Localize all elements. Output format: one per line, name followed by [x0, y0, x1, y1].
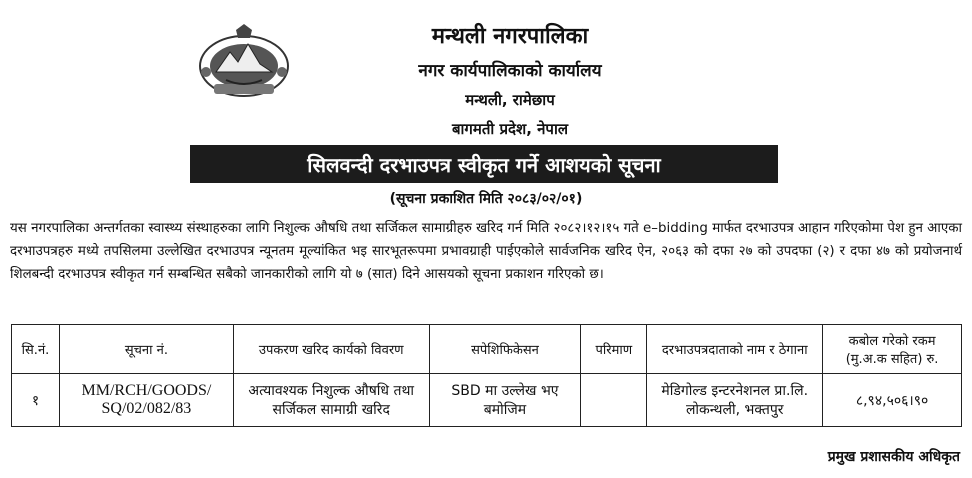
header-bidder: दरभाउपत्रदाताको नाम र ठेगाना — [647, 325, 823, 374]
table-row — [12, 374, 962, 427]
cell-quantity — [581, 374, 647, 427]
header-quantity: परिमाण — [581, 325, 647, 374]
nepal-emblem-icon — [196, 22, 292, 102]
notice-title: सिलवन्दी दरभाउपत्र स्वीकृत गर्ने आशयको सूचना — [307, 152, 661, 177]
signatory-title: प्रमुख प्रशासकीय अधिकृत — [827, 449, 960, 465]
notice-title-banner — [190, 145, 778, 183]
cell-sn: १ — [12, 374, 60, 427]
publication-date: (सूचना प्रकाशित मिति २०८३/०२/०१) — [389, 191, 583, 207]
notice-body: यस नगरपालिका अन्तर्गतका स्वास्थ्य संस्थाहरुका लागि निशुल्क औषधि तथा सर्जिकल सामाग्रीहरु खरिद गर्न मिति २०८२।१२।१५ गते e–bidding मार्फत दरभाउपत्र आहान गरिएकोमा पेश हुन आएका दरभाउपत्रहरु मध्ये तपसिलमा उल्लेखित दरभाउपत्र न्यूनतम मूल्यांकित भइ सारभूतरूपमा प्रभावग्राही पाईएकोले सार्वजनिक खरिद ऐन, २०६३ को दफा २७ को उपदफा (२) र दफा ४७ को प्रयोजनार्थ शिलबन्दी दरभाउपत्र स्वीकृत गर्न सम्बन्धित सबैको जानकारीको लागि यो ७ (सात) दिने आसयको सूचना प्रकाशन गरिएको छ। — [10, 221, 962, 282]
bid-table — [11, 324, 962, 427]
header-description: उपकरण खरिद कार्यको विवरण — [233, 325, 429, 374]
cell-description: अत्यावश्यक निशुल्क औषधि तथा सर्जिकल सामाग्री खरिद — [233, 374, 429, 427]
cell-specification: SBD मा उल्लेख भए बमोजिम — [429, 374, 581, 427]
header-sn: सि.नं. — [12, 325, 60, 374]
cell-amount: ८,९४,५०६।९० — [823, 374, 962, 427]
cell-notice-no: MM/RCH/GOODS/ SQ/02/082/83 — [59, 374, 233, 427]
table-header-row — [12, 325, 962, 374]
cell-bidder: मेडिगोल्ड इन्टरनेशनल प्रा.लि. लोकन्थली, भक्तपुर — [647, 374, 823, 427]
header-specification: सपेशिफिकेसन — [429, 325, 581, 374]
header-notice-no: सूचना नं. — [59, 325, 233, 374]
municipality-name: मन्थली नगरपालिका — [431, 24, 589, 49]
office-address: मन्थली, रामेछाप — [465, 91, 555, 109]
office-name: नगर कार्यपालिकाको कार्यालय — [418, 61, 602, 81]
office-province: बागमती प्रदेश, नेपाल — [451, 120, 569, 138]
header-amount: कबोल गरेको रकम (मु.अ.क सहित) रु. — [823, 325, 962, 374]
